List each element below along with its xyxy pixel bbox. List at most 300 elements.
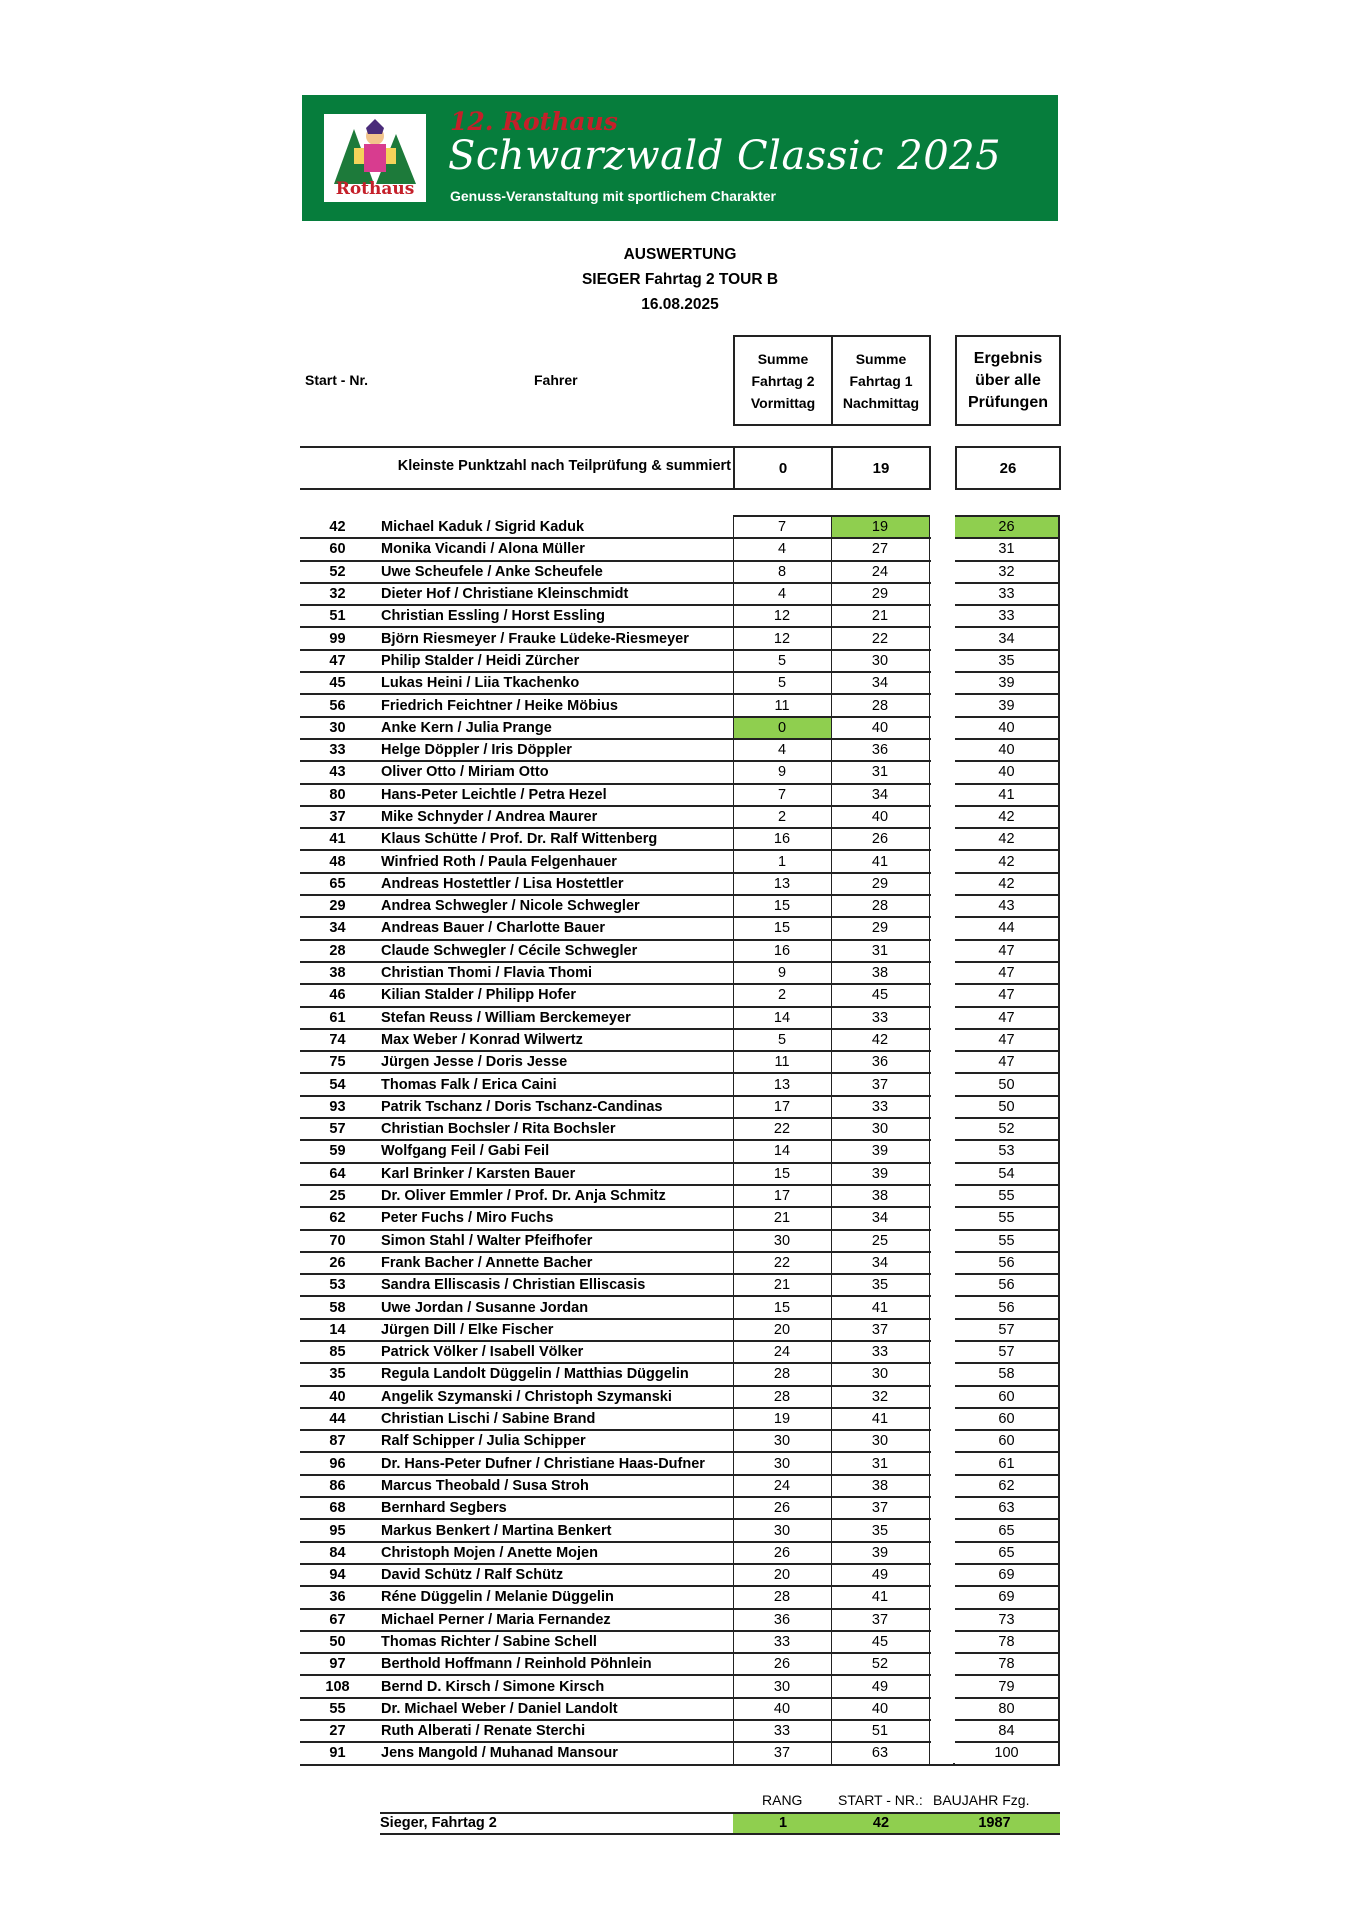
- page-heading: AUSWERTUNG: [623, 246, 737, 263]
- ergebnis-cell: 100: [954, 1742, 1059, 1764]
- driver-name-cell: Anke Kern / Julia Prange: [381, 719, 552, 736]
- fahrtag1-nachmittag-cell: 38: [831, 1185, 929, 1207]
- driver-name-cell: Wolfgang Feil / Gabi Feil: [381, 1143, 550, 1160]
- fahrtag1-nachmittag-cell: 41: [831, 1296, 929, 1318]
- fahrtag2-vormittag-cell: 22: [733, 1252, 831, 1274]
- ergebnis-cell: 47: [954, 940, 1059, 962]
- ergebnis-cell: 26: [954, 516, 1059, 538]
- fahrtag2-vormittag-cell: 28: [733, 1363, 831, 1385]
- fahrtag1-nachmittag-cell: 30: [831, 650, 929, 672]
- ergebnis-cell: 33: [954, 583, 1059, 605]
- ergebnis-cell: 62: [954, 1475, 1059, 1497]
- start-nr-cell: 48: [329, 853, 346, 870]
- driver-name-cell: Hans-Peter Leichtle / Petra Hezel: [381, 786, 607, 803]
- driver-name-cell: Peter Fuchs / Miro Fuchs: [381, 1210, 554, 1227]
- driver-name-cell: Monika Vicandi / Alona Müller: [381, 541, 585, 558]
- fahrtag1-nachmittag-cell: 35: [831, 1519, 929, 1541]
- ergebnis-cell: 50: [954, 1073, 1059, 1095]
- fahrtag2-vormittag-cell: 7: [733, 784, 831, 806]
- start-nr-cell: 62: [329, 1210, 346, 1227]
- ergebnis-cell: 63: [954, 1497, 1059, 1519]
- fahrtag1-nachmittag-cell: 26: [831, 828, 929, 850]
- driver-name-cell: Dr. Oliver Emmler / Prof. Dr. Anja Schmitz: [381, 1188, 666, 1205]
- driver-name-cell: David Schütz / Ralf Schütz: [381, 1567, 564, 1584]
- start-nr-cell: 34: [329, 920, 346, 937]
- start-nr-cell: 28: [329, 942, 346, 959]
- ergebnis-cell: 42: [954, 806, 1059, 828]
- start-nr-cell: 67: [329, 1611, 346, 1628]
- driver-name-cell: Karl Brinker / Karsten Bauer: [381, 1165, 576, 1182]
- fahrtag1-nachmittag-cell: 37: [831, 1609, 929, 1631]
- start-nr-cell: 35: [329, 1366, 346, 1383]
- start-nr-cell: 96: [329, 1455, 346, 1472]
- driver-name-cell: Thomas Falk / Erica Caini: [381, 1076, 557, 1093]
- driver-name-cell: Ralf Schipper / Julia Schipper: [381, 1433, 586, 1450]
- fahrtag1-nachmittag-cell: 49: [831, 1675, 929, 1697]
- fahrtag1-nachmittag-cell: 29: [831, 873, 929, 895]
- ergebnis-cell: 55: [954, 1185, 1059, 1207]
- start-nr-cell: 84: [329, 1544, 346, 1561]
- driver-name-cell: Kilian Stalder / Philipp Hofer: [381, 987, 576, 1004]
- ergebnis-cell: 35: [954, 650, 1059, 672]
- fahrtag2-vormittag-cell: 7: [733, 516, 831, 538]
- fahrtag1-nachmittag-cell: 41: [831, 1408, 929, 1430]
- header-fahrer: Fahrer: [534, 372, 578, 388]
- header-line: Vormittag: [750, 394, 816, 411]
- start-nr-cell: 74: [329, 1031, 346, 1048]
- fahrtag1-nachmittag-cell: 30: [831, 1118, 929, 1140]
- start-nr-cell: 60: [329, 541, 346, 558]
- ergebnis-cell: 31: [954, 538, 1059, 560]
- fahrtag2-vormittag-cell: 11: [733, 1051, 831, 1073]
- fahrtag2-vormittag-cell: 28: [733, 1586, 831, 1608]
- fahrtag1-nachmittag-cell: 37: [831, 1319, 929, 1341]
- start-nr-cell: 86: [329, 1477, 346, 1494]
- start-nr-cell: 61: [329, 1009, 346, 1026]
- header-line: Summe: [757, 350, 809, 367]
- fahrtag2-vormittag-cell: 17: [733, 1096, 831, 1118]
- fahrtag1-nachmittag-cell: 52: [831, 1653, 929, 1675]
- ergebnis-cell: 40: [954, 739, 1059, 761]
- fahrtag2-vormittag-cell: 21: [733, 1274, 831, 1296]
- fahrtag2-vormittag-cell: 2: [733, 984, 831, 1006]
- fahrtag2-vormittag-cell: 37: [733, 1742, 831, 1764]
- fahrtag1-nachmittag-cell: 25: [831, 1230, 929, 1252]
- fahrtag2-vormittag-cell: 30: [733, 1430, 831, 1452]
- fahrtag1-nachmittag-cell: 40: [831, 806, 929, 828]
- fahrtag2-vormittag-cell: 11: [733, 694, 831, 716]
- start-nr-cell: 91: [329, 1745, 346, 1762]
- svg-text:Rothaus: Rothaus: [335, 179, 415, 199]
- fahrtag2-vormittag-cell: 22: [733, 1118, 831, 1140]
- ergebnis-cell: 73: [954, 1609, 1059, 1631]
- header-start-nr: Start - Nr.: [305, 372, 369, 388]
- driver-name-cell: Bernd D. Kirsch / Simone Kirsch: [381, 1678, 605, 1695]
- fahrtag2-vormittag-cell: 26: [733, 1497, 831, 1519]
- driver-name-cell: Uwe Jordan / Susanne Jordan: [381, 1299, 589, 1316]
- fahrtag2-vormittag-cell: 24: [733, 1341, 831, 1363]
- summary-row: [300, 446, 733, 490]
- winner-start-nr: 42: [831, 1814, 931, 1833]
- fahrtag2-vormittag-cell: 15: [733, 1296, 831, 1318]
- fahrtag1-nachmittag-cell: 30: [831, 1430, 929, 1452]
- fahrtag1-nachmittag-cell: 45: [831, 984, 929, 1006]
- driver-name-cell: Ruth Alberati / Renate Sterchi: [381, 1723, 586, 1740]
- ergebnis-cell: 39: [954, 672, 1059, 694]
- fahrtag2-vormittag-cell: 30: [733, 1519, 831, 1541]
- fahrtag2-vormittag-cell: 16: [733, 828, 831, 850]
- ergebnis-cell: 47: [954, 1029, 1059, 1051]
- fahrtag1-nachmittag-cell: 27: [831, 538, 929, 560]
- fahrtag2-vormittag-cell: 13: [733, 873, 831, 895]
- driver-name-cell: Philip Stalder / Heidi Zürcher: [381, 652, 580, 669]
- header-line: Prüfungen: [968, 393, 1048, 411]
- driver-name-cell: Dr. Hans-Peter Dufner / Christiane Haas-Dufner: [381, 1455, 705, 1472]
- banner-edition: 12. Rothaus: [450, 107, 618, 136]
- fahrtag2-vormittag-cell: 26: [733, 1542, 831, 1564]
- start-nr-cell: 52: [329, 563, 346, 580]
- driver-name-cell: Klaus Schütte / Prof. Dr. Ralf Wittenberg: [381, 831, 658, 848]
- ergebnis-cell: 58: [954, 1363, 1059, 1385]
- driver-name-cell: Andreas Hostettler / Lisa Hostettler: [381, 875, 624, 892]
- fahrtag1-nachmittag-cell: 29: [831, 917, 929, 939]
- fahrtag1-nachmittag-cell: 31: [831, 940, 929, 962]
- fahrtag1-nachmittag-cell: 41: [831, 850, 929, 872]
- fahrtag2-vormittag-cell: 24: [733, 1475, 831, 1497]
- fahrtag2-vormittag-cell: 13: [733, 1073, 831, 1095]
- ergebnis-cell: 57: [954, 1341, 1059, 1363]
- fahrtag2-vormittag-cell: 1: [733, 850, 831, 872]
- start-nr-cell: 75: [329, 1054, 346, 1071]
- ergebnis-cell: 33: [954, 605, 1059, 627]
- header-line: Summe: [855, 350, 907, 367]
- ergebnis-cell: 47: [954, 1007, 1059, 1029]
- fahrtag2-vormittag-cell: 15: [733, 1163, 831, 1185]
- fahrtag2-vormittag-cell: 33: [733, 1631, 831, 1653]
- summary-label: Kleinste Punktzahl nach Teilprüfung & summiert: [397, 458, 731, 474]
- start-nr-cell: 45: [329, 675, 346, 692]
- driver-name-cell: Christoph Mojen / Anette Mojen: [381, 1544, 598, 1561]
- ergebnis-cell: 56: [954, 1252, 1059, 1274]
- header-line: Ergebnis: [973, 349, 1043, 367]
- start-nr-cell: 37: [329, 809, 346, 825]
- fahrtag2-vormittag-cell: 5: [733, 1029, 831, 1051]
- driver-name-cell: Christian Bochsler / Rita Bochsler: [381, 1121, 616, 1138]
- fahrtag1-nachmittag-cell: 36: [831, 739, 929, 761]
- driver-name-cell: Björn Riesmeyer / Frauke Lüdeke-Riesmeyer: [381, 630, 689, 647]
- driver-name-cell: Michael Kaduk / Sigrid Kaduk: [381, 518, 585, 535]
- fahrtag2-vormittag-cell: 17: [733, 1185, 831, 1207]
- start-nr-cell: 56: [329, 697, 346, 714]
- start-nr-cell: 93: [329, 1098, 346, 1115]
- fahrtag1-nachmittag-cell: 51: [831, 1720, 929, 1742]
- start-nr-cell: 58: [329, 1299, 346, 1316]
- fahrtag2-vormittag-cell: 16: [733, 940, 831, 962]
- fahrtag2-vormittag-cell: 26: [733, 1653, 831, 1675]
- fahrtag2-vormittag-cell: 12: [733, 627, 831, 649]
- driver-name-cell: Jürgen Dill / Elke Fischer: [381, 1321, 554, 1338]
- fahrtag1-nachmittag-cell: 38: [831, 962, 929, 984]
- driver-name-cell: Oliver Otto / Miriam Otto: [381, 764, 549, 781]
- driver-name-cell: Michael Perner / Maria Fernandez: [381, 1611, 611, 1628]
- start-nr-cell: 27: [329, 1723, 346, 1740]
- fahrtag1-nachmittag-cell: 63: [831, 1742, 929, 1764]
- ergebnis-cell: 43: [954, 895, 1059, 917]
- fahrtag1-nachmittag-cell: 40: [831, 717, 929, 739]
- event-banner: [302, 95, 1058, 221]
- start-nr-cell: 59: [329, 1143, 346, 1160]
- fahrtag2-vormittag-cell: 40: [733, 1698, 831, 1720]
- driver-name-cell: Christian Thomi / Flavia Thomi: [381, 965, 593, 982]
- ergebnis-cell: 78: [954, 1653, 1059, 1675]
- start-nr-cell: 54: [329, 1076, 346, 1093]
- driver-name-cell: Andrea Schwegler / Nicole Schwegler: [381, 898, 640, 915]
- start-nr-cell: 36: [329, 1589, 346, 1606]
- driver-name-cell: Regula Landolt Düggelin / Matthias Düggelin: [381, 1366, 689, 1383]
- driver-name-cell: Sandra Elliscasis / Christian Elliscasis: [381, 1277, 646, 1294]
- driver-name-cell: Jürgen Jesse / Doris Jesse: [381, 1054, 568, 1071]
- fahrtag1-nachmittag-cell: 39: [831, 1163, 929, 1185]
- page-subheading: SIEGER Fahrtag 2 TOUR B: [581, 271, 779, 288]
- fahrtag1-nachmittag-cell: 39: [831, 1140, 929, 1162]
- fahrtag2-vormittag-cell: 20: [733, 1319, 831, 1341]
- ergebnis-cell: 65: [954, 1519, 1059, 1541]
- header-line: Nachmittag: [842, 394, 920, 411]
- fahrtag1-nachmittag-cell: 34: [831, 1207, 929, 1229]
- fahrtag1-nachmittag-cell: 19: [831, 516, 929, 538]
- ergebnis-cell: 56: [954, 1296, 1059, 1318]
- fahrtag1-nachmittag-cell: 31: [831, 1452, 929, 1474]
- fahrtag2-vormittag-cell: 14: [733, 1140, 831, 1162]
- column-gap: [931, 515, 955, 1763]
- winner-rang: 1: [733, 1814, 833, 1833]
- header-col-fahrtag1: [831, 335, 931, 426]
- driver-name-cell: Uwe Scheufele / Anke Scheufele: [381, 563, 603, 580]
- driver-name-cell: Markus Benkert / Martina Benkert: [381, 1522, 612, 1539]
- fahrtag1-nachmittag-cell: 42: [831, 1029, 929, 1051]
- driver-name-cell: Dieter Hof / Christiane Kleinschmidt: [381, 586, 629, 603]
- fahrtag2-vormittag-cell: 19: [733, 1408, 831, 1430]
- header-col-fahrtag2: [733, 335, 833, 426]
- start-nr-cell: 42: [329, 518, 346, 535]
- start-nr-cell: 46: [329, 987, 346, 1004]
- fahrtag1-nachmittag-cell: 36: [831, 1051, 929, 1073]
- fahrtag1-nachmittag-cell: 21: [831, 605, 929, 627]
- ergebnis-cell: 69: [954, 1586, 1059, 1608]
- fahrtag1-nachmittag-cell: 33: [831, 1007, 929, 1029]
- ergebnis-cell: 56: [954, 1274, 1059, 1296]
- fahrtag2-vormittag-cell: 12: [733, 605, 831, 627]
- winner-label: Sieger, Fahrtag 2: [380, 1815, 497, 1831]
- start-nr-cell: 14: [329, 1321, 346, 1338]
- fahrtag1-nachmittag-cell: 39: [831, 1542, 929, 1564]
- driver-name-cell: Angelik Szymanski / Christoph Szymanski: [381, 1388, 672, 1405]
- driver-name-cell: Frank Bacher / Annette Bacher: [381, 1254, 593, 1271]
- driver-name-cell: Marcus Theobald / Susa Stroh: [381, 1477, 589, 1494]
- fahrtag2-vormittag-cell: 5: [733, 650, 831, 672]
- start-nr-cell: 55: [329, 1700, 346, 1717]
- start-nr-cell: 30: [329, 719, 346, 736]
- ergebnis-cell: 34: [954, 627, 1059, 649]
- start-nr-cell: 85: [329, 1344, 346, 1361]
- ergebnis-cell: 65: [954, 1542, 1059, 1564]
- driver-name-cell: Stefan Reuss / William Berckemeyer: [381, 1009, 631, 1026]
- ergebnis-cell: 78: [954, 1631, 1059, 1653]
- driver-name-cell: Bernhard Segbers: [381, 1500, 507, 1517]
- fahrtag1-nachmittag-cell: 29: [831, 583, 929, 605]
- fahrtag2-vormittag-cell: 2: [733, 806, 831, 828]
- fahrtag1-nachmittag-cell: 22: [831, 627, 929, 649]
- start-nr-cell: 94: [329, 1567, 346, 1584]
- driver-name-cell: Max Weber / Konrad Wilwertz: [381, 1031, 583, 1048]
- start-nr-cell: 32: [329, 586, 346, 603]
- ergebnis-cell: 44: [954, 917, 1059, 939]
- ergebnis-cell: 80: [954, 1698, 1059, 1720]
- ergebnis-cell: 47: [954, 962, 1059, 984]
- start-nr-cell: 50: [329, 1633, 346, 1650]
- ergebnis-cell: 42: [954, 873, 1059, 895]
- fahrtag2-vormittag-cell: 21: [733, 1207, 831, 1229]
- ergebnis-cell: 47: [954, 1051, 1059, 1073]
- fahrtag1-nachmittag-cell: 40: [831, 1698, 929, 1720]
- ergebnis-cell: 61: [954, 1452, 1059, 1474]
- start-nr-cell: 97: [329, 1656, 346, 1673]
- driver-name-cell: Patrik Tschanz / Doris Tschanz-Candinas: [381, 1098, 663, 1115]
- fahrtag1-nachmittag-cell: 38: [831, 1475, 929, 1497]
- driver-name-cell: Jens Mangold / Muhanad Mansour: [381, 1745, 618, 1762]
- start-nr-cell: 108: [325, 1678, 350, 1695]
- fahrtag2-vormittag-cell: 28: [733, 1386, 831, 1408]
- ergebnis-cell: 55: [954, 1230, 1059, 1252]
- driver-name-cell: Winfried Roth / Paula Felgenhauer: [381, 853, 617, 870]
- header-line: Fahrtag 1: [849, 372, 913, 389]
- fahrtag2-vormittag-cell: 30: [733, 1452, 831, 1474]
- ergebnis-cell: 79: [954, 1675, 1059, 1697]
- banner-title: Schwarzwald Classic 2025: [448, 133, 1002, 179]
- fahrtag2-vormittag-cell: 30: [733, 1675, 831, 1697]
- start-nr-cell: 87: [329, 1433, 346, 1450]
- start-nr-cell: 57: [329, 1121, 346, 1138]
- driver-name-cell: Mike Schnyder / Andrea Maurer: [381, 809, 598, 825]
- driver-name-cell: Dr. Michael Weber / Daniel Landolt: [381, 1700, 618, 1717]
- fahrtag1-nachmittag-cell: 34: [831, 1252, 929, 1274]
- driver-name-cell: Simon Stahl / Walter Pfeifhofer: [381, 1232, 593, 1249]
- start-nr-cell: 65: [329, 875, 346, 892]
- fahrtag1-nachmittag-cell: 41: [831, 1586, 929, 1608]
- start-nr-cell: 80: [329, 786, 346, 803]
- fahrtag2-vormittag-cell: 15: [733, 917, 831, 939]
- fahrtag2-vormittag-cell: 0: [733, 717, 831, 739]
- ergebnis-cell: 57: [954, 1319, 1059, 1341]
- footer-header-rang: RANG: [762, 1792, 803, 1808]
- ergebnis-cell: 50: [954, 1096, 1059, 1118]
- fahrtag1-nachmittag-cell: 37: [831, 1497, 929, 1519]
- rothaus-logo: [324, 114, 426, 202]
- header-line: Fahrtag 2: [751, 372, 815, 389]
- fahrtag2-vormittag-cell: 9: [733, 761, 831, 783]
- fahrtag2-vormittag-cell: 4: [733, 538, 831, 560]
- fahrtag1-nachmittag-cell: 31: [831, 761, 929, 783]
- fahrtag1-nachmittag-cell: 28: [831, 895, 929, 917]
- ergebnis-cell: 40: [954, 761, 1059, 783]
- start-nr-cell: 43: [329, 764, 346, 781]
- fahrtag2-vormittag-cell: 14: [733, 1007, 831, 1029]
- start-nr-cell: 53: [329, 1277, 346, 1294]
- footer-header-baujahr: BAUJAHR Fzg.: [933, 1792, 1030, 1808]
- ergebnis-cell: 41: [954, 784, 1059, 806]
- fahrtag2-vormittag-cell: 5: [733, 672, 831, 694]
- ergebnis-cell: 42: [954, 828, 1059, 850]
- summary-col1: 0: [733, 446, 833, 490]
- driver-name-cell: Berthold Hoffmann / Reinhold Pöhnlein: [381, 1656, 652, 1673]
- footer-header-start-nr: START - NR.:: [838, 1792, 923, 1808]
- page-date: 16.08.2025: [641, 296, 719, 313]
- fahrtag1-nachmittag-cell: 30: [831, 1363, 929, 1385]
- start-nr-cell: 68: [329, 1500, 346, 1517]
- driver-name-cell: Helge Döppler / Iris Döppler: [381, 742, 572, 759]
- driver-name-cell: Claude Schwegler / Cécile Schwegler: [381, 942, 638, 959]
- ergebnis-cell: 84: [954, 1720, 1059, 1742]
- banner-tagline: Genuss-Veranstaltung mit sportlichem Charakter: [450, 188, 776, 204]
- ergebnis-cell: 32: [954, 561, 1059, 583]
- ergebnis-cell: 54: [954, 1163, 1059, 1185]
- fahrtag1-nachmittag-cell: 33: [831, 1341, 929, 1363]
- summary-result: 26: [955, 446, 1061, 490]
- fahrtag1-nachmittag-cell: 28: [831, 694, 929, 716]
- rothaus-logo-icon: [324, 114, 426, 202]
- driver-name-cell: Andreas Bauer / Charlotte Bauer: [381, 920, 606, 937]
- driver-name-cell: Réne Düggelin / Melanie Düggelin: [381, 1589, 614, 1606]
- fahrtag1-nachmittag-cell: 34: [831, 672, 929, 694]
- start-nr-cell: 33: [329, 742, 346, 759]
- ergebnis-cell: 52: [954, 1118, 1059, 1140]
- fahrtag2-vormittag-cell: 30: [733, 1230, 831, 1252]
- header-line: über alle: [975, 371, 1041, 389]
- fahrtag1-nachmittag-cell: 45: [831, 1631, 929, 1653]
- start-nr-cell: 41: [329, 831, 346, 848]
- start-nr-cell: 40: [329, 1388, 346, 1405]
- winner-baujahr: 1987: [929, 1814, 1060, 1833]
- fahrtag1-nachmittag-cell: 35: [831, 1274, 929, 1296]
- start-nr-cell: 51: [329, 608, 346, 625]
- ergebnis-cell: 47: [954, 984, 1059, 1006]
- start-nr-cell: 44: [329, 1411, 346, 1428]
- fahrtag2-vormittag-cell: 9: [733, 962, 831, 984]
- driver-name-cell: Christian Lischi / Sabine Brand: [381, 1411, 596, 1428]
- fahrtag1-nachmittag-cell: 24: [831, 561, 929, 583]
- start-nr-cell: 26: [329, 1254, 346, 1271]
- fahrtag1-nachmittag-cell: 32: [831, 1386, 929, 1408]
- driver-name-cell: Friedrich Feichtner / Heike Möbius: [381, 697, 618, 714]
- start-nr-cell: 95: [329, 1522, 346, 1539]
- driver-name-cell: Christian Essling / Horst Essling: [381, 608, 605, 625]
- ergebnis-cell: 40: [954, 717, 1059, 739]
- fahrtag1-nachmittag-cell: 34: [831, 784, 929, 806]
- driver-name-cell: Patrick Völker / Isabell Völker: [381, 1344, 584, 1361]
- header-col-ergebnis: [955, 335, 1061, 426]
- summary-col2: 19: [831, 446, 931, 490]
- fahrtag2-vormittag-cell: 36: [733, 1609, 831, 1631]
- driver-name-cell: Thomas Richter / Sabine Schell: [381, 1633, 597, 1650]
- start-nr-cell: 99: [329, 630, 346, 647]
- start-nr-cell: 29: [329, 898, 346, 915]
- ergebnis-cell: 42: [954, 850, 1059, 872]
- fahrtag2-vormittag-cell: 15: [733, 895, 831, 917]
- start-nr-cell: 47: [329, 652, 346, 669]
- fahrtag2-vormittag-cell: 8: [733, 561, 831, 583]
- ergebnis-cell: 69: [954, 1564, 1059, 1586]
- fahrtag2-vormittag-cell: 33: [733, 1720, 831, 1742]
